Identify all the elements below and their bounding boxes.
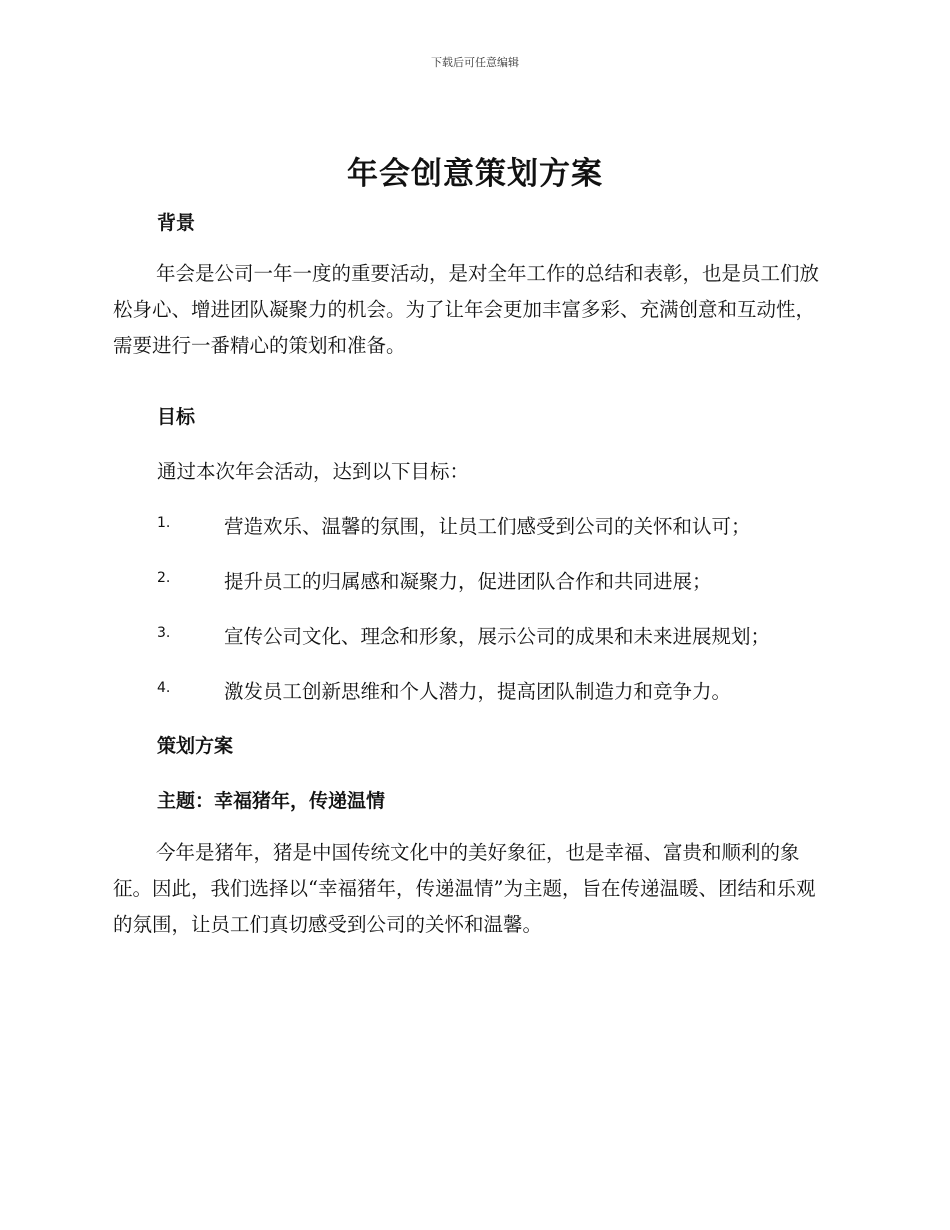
heading-goals: 目标 [157, 406, 196, 428]
document-title: 年会创意策划方案 [347, 156, 603, 192]
list-number: 4. [157, 680, 171, 696]
list-number: 1. [157, 515, 171, 531]
theme-paragraph: 今年是猪年，猪是中国传统文化中的美好象征，也是幸福、富贵和顺利的象征。因此，我们选择以“幸福猪年，传递温情”为主题，旨在传递温暖、团结和乐观的氛围，让员工们真切感受到公司的关怀和温馨。 [113, 841, 816, 936]
list-text: 提升员工的归属感和凝聚力，促进团队合作和共同进展； [224, 570, 712, 593]
list-text: 激发员工创新思维和个人潜力，提高团队制造力和竞争力。 [224, 680, 732, 703]
list-text: 宣传公司文化、理念和形象，展示公司的成果和未来进展规划； [224, 625, 771, 648]
heading-plan: 策划方案 [157, 735, 234, 757]
heading-background: 背景 [157, 212, 196, 234]
list-item [157, 511, 837, 541]
heading-theme: 主题：幸福猪年，传递温情 [157, 790, 386, 812]
list-item [157, 676, 837, 706]
list-number: 2. [157, 570, 171, 586]
list-text: 营造欢乐、温馨的氛围，让员工们感受到公司的关怀和认可； [224, 515, 751, 538]
list-item [157, 566, 837, 596]
list-number: 3. [157, 625, 171, 641]
list-item [157, 621, 837, 651]
page-header-note: 下载后可任意编辑 [431, 56, 519, 69]
background-paragraph: 年会是公司一年一度的重要活动，是对全年工作的总结和表彰，也是员工们放松身心、增进团队凝聚力的机会。为了让年会更加丰富多彩、充满创意和互动性，需要进行一番精心的策划和准备。 [113, 262, 820, 357]
goals-intro: 通过本次年会活动，达到以下目标： [157, 460, 470, 483]
